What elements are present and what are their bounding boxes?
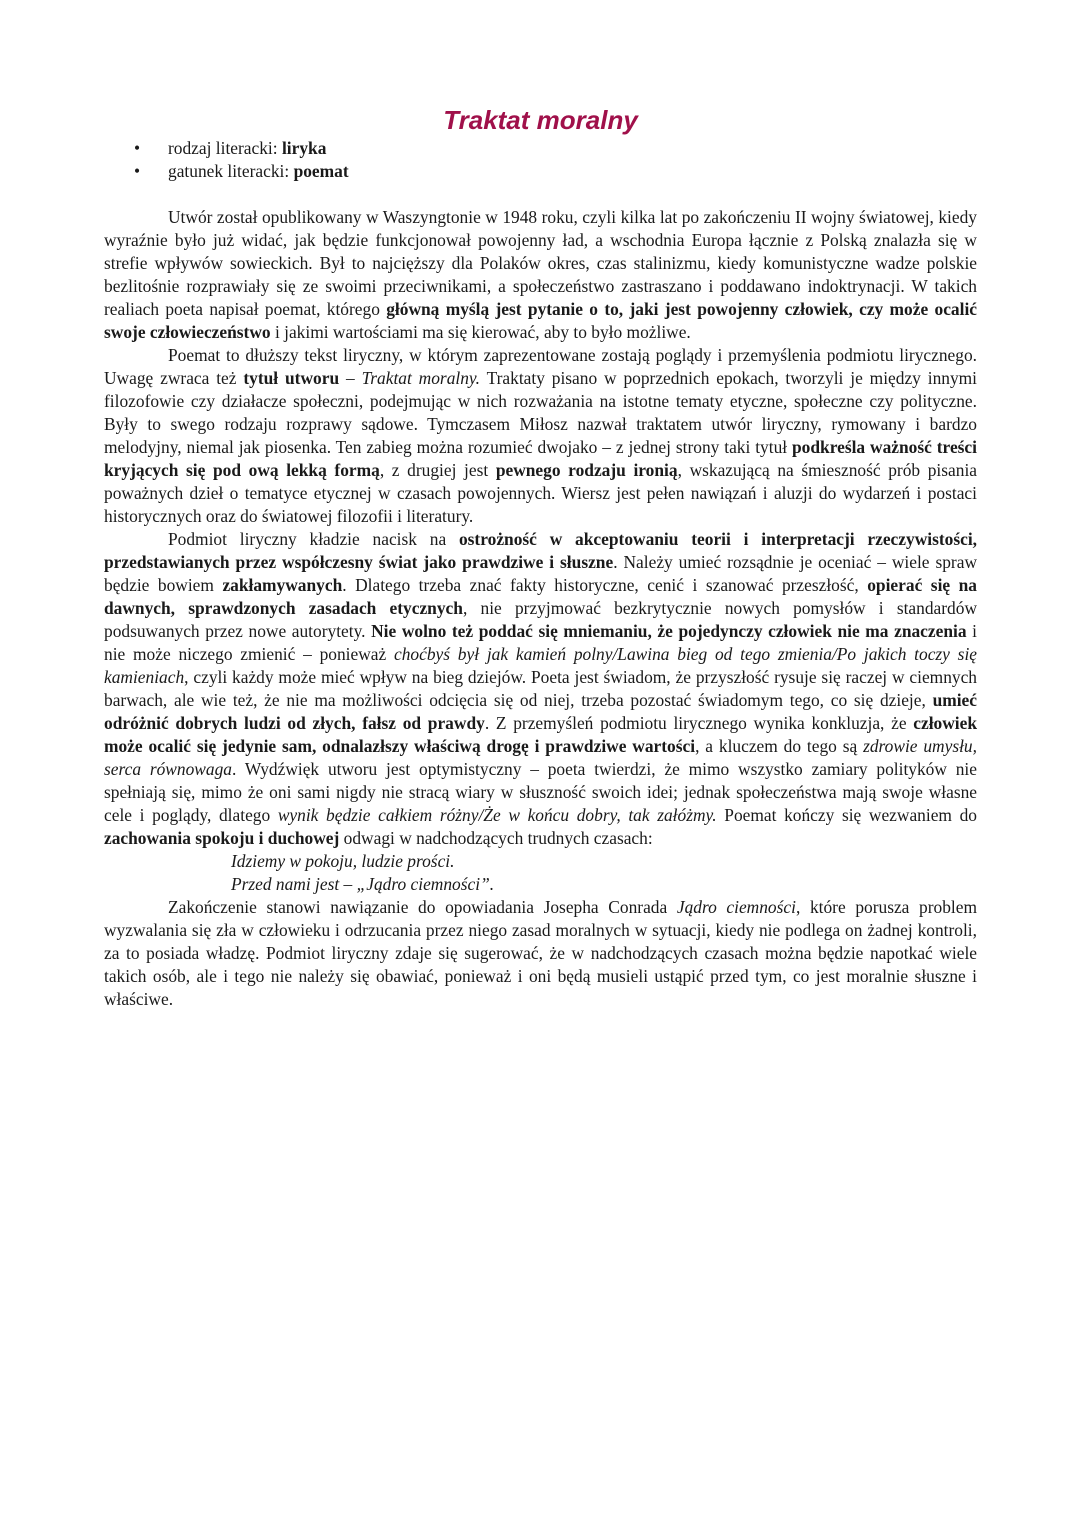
- paragraph-title-meaning: [104, 344, 977, 528]
- document-title: Traktat moralny: [443, 105, 638, 135]
- text: Podmiot liryczny kładzie nacisk na: [168, 529, 459, 549]
- paragraph-lyrical-subject: [104, 528, 977, 850]
- bold-text: umieć odróżnić dobrych ludzi od złych, fałsz od prawdy: [104, 690, 977, 733]
- meta-label: gatunek literacki:: [168, 161, 294, 181]
- bold-text: Nie wolno też poddać się mniemaniu, że pojedynczy człowiek nie ma znaczenia: [371, 621, 967, 641]
- bold-text: podkreśla ważność treści kryjących się pod ową lekką formą: [104, 437, 977, 480]
- text: , które porusza problem wyzwalania się zła w człowieku i odrzucania przez niego zasad moralnych w sytuacji, kiedy nie podlega on żadnej kontroli, za to posiada władzę. Podmiot liryczny zdaje się sugerować, że w nadchodzących czasach można będzie napotkać wiele takich osób, ale i tego nie należy się obawiać, ponieważ i oni będą musieli ustąpić przed tym, co jest moralnie słuszne i właściwe.: [104, 897, 977, 1009]
- italic-text: zdrowie umysłu, serca równowaga: [104, 736, 977, 779]
- bold-text: tytuł utworu: [243, 368, 340, 388]
- text: , z drugiej jest: [379, 460, 496, 480]
- bold-text: ostrożność w akceptowaniu teorii i interpretacji rzeczywistości, przedstawianych przez współczesny świat jako prawdziwe i słuszne: [104, 529, 978, 572]
- italic-text: Traktat moralny.: [361, 368, 481, 388]
- text: Traktaty pisano w poprzednich epokach, tworzyli je między innymi filozofowie czy działacze społeczni, podejmując w nich rozważania na istotne tematy etyczne, społeczne czy polityczne. Były to swego rodzaju rozprawy sądowe. Tymczasem Miłosz nazwał traktatem utwór liryczny, rymowany i bardzo melodyjny, niemal jak piosenka. Ten zabieg można rozumieć dwojako – z jednej strony taki tytuł: [104, 368, 978, 457]
- paragraph-publication: [104, 206, 977, 344]
- bold-text: zakłamywanych: [222, 575, 343, 595]
- italic-text: wynik będzie całkiem różny/Że w końcu dobry, tak załóżmy.: [277, 805, 717, 825]
- paragraph-conclusion: [104, 896, 977, 1011]
- text: odwagi w nadchodzących trudnych czasach:: [339, 828, 653, 848]
- text: –: [339, 368, 362, 388]
- text: i nie może niczego zmienić – ponieważ: [104, 621, 977, 664]
- text: , czyli każdy może mieć wpływ na bieg dziejów. Poeta jest świadom, że przyszłość rysuje się raczej w ciemnych barwach, ale wie też, że nie ma możliwości odcięcia się od niej, trzeba pozostać świadomym tego, co się dzieje,: [104, 667, 977, 710]
- meta-list: [104, 137, 977, 183]
- bold-text: człowiek może ocalić się jedynie sam, odnalazłszy właściwą drogę i prawdziwe wartości: [104, 713, 977, 756]
- text: . Z przemyśleń podmiotu lirycznego wynika konkluzja, że: [484, 713, 914, 733]
- text: Poemat kończy się wezwaniem do: [716, 805, 977, 825]
- text: Utwór został opublikowany w Waszyngtonie w 1948 roku, czyli kilka lat po zakończeniu II wojny światowej, kiedy wyraźnie było już widać, jak będzie funkcjonował powojenny ład, a wschodnia Europa łącznie z Polską znalazła się w strefie wpływów sowieckich. Był to najcięższy dla Polaków okres, czas stalinizmu, kiedy komunistyczne wadze polskie bezlitośnie rozprawiały się ze swoimi przeciwnikami, a społeczeństwo zastraszano i poddawano indoktrynacji. W takich realiach poeta napisał poemat, którego: [104, 207, 977, 319]
- meta-item-genre: [104, 160, 977, 183]
- meta-item-genre-type: [104, 137, 977, 160]
- quote-line: Przed nami jest – „Jądro ciemności”.: [231, 874, 495, 894]
- text: . Należy umieć rozsądnie je oceniać – wiele spraw będzie bowiem: [104, 552, 978, 595]
- document-page: [104, 104, 977, 1011]
- text: , a kluczem do tego są: [695, 736, 864, 756]
- text: , wskazującą na śmieszność prób pisania poważnych dzieł o tematyce etycznej w czasach powojennych. Wiersz jest pełen nawiązań i aluzji do wydarzeń i postaci historycznych oraz do światowej filozofii i literatury.: [104, 460, 977, 526]
- meta-value: liryka: [281, 138, 327, 158]
- meta-label: rodzaj literacki:: [168, 138, 282, 158]
- quote-line: Idziemy w pokoju, ludzie prości.: [231, 851, 455, 871]
- meta-value: poemat: [293, 161, 349, 181]
- bold-text: zachowania spokoju i duchowej: [104, 828, 340, 848]
- bold-text: główną myślą jest pytanie o to, jaki jest powojenny człowiek, czy może ocalić swoje człowieczeństwo: [104, 299, 977, 342]
- text: . Wydźwięk utworu jest optymistyczny – poeta twierdzi, że mimo wszystko zamiary polityków nie spełniają się, mimo że oni sami nigdy nie stracą wiary w słuszność swoich idei; jednak społeczeństwa mają swoje własne cele i poglądy, dlatego: [104, 759, 977, 825]
- bullet-icon: •: [134, 138, 141, 158]
- bullet-icon: •: [134, 161, 141, 181]
- text: Zakończenie stanowi nawiązanie do opowiadania Josepha Conrada: [168, 897, 677, 917]
- text: Poemat to dłuższy tekst liryczny, w którym zaprezentowane zostają poglądy i przemyślenia podmiotu lirycznego. Uwagę zwraca też: [104, 345, 977, 388]
- italic-text: Jądro ciemności: [676, 897, 796, 917]
- poem-quote: [104, 850, 977, 896]
- bold-text: opierać się na dawnych, sprawdzonych zasadach etycznych: [104, 575, 977, 618]
- text: i jakimi wartościami ma się kierować, aby to było możliwe.: [270, 322, 691, 342]
- text: . Dlatego trzeba znać fakty historyczne, cenić i szanować przeszłość,: [342, 575, 868, 595]
- text: , nie przyjmować bezkrytycznie nowych pomysłów i standardów podsuwanych przez nowe autorytety.: [104, 598, 977, 641]
- bold-text: pewnego rodzaju ironią: [495, 460, 678, 480]
- italic-text: choćbyś był jak kamień polny/Lawina bieg od tego zmienia/Po jakich toczy się kamieniach: [104, 644, 977, 687]
